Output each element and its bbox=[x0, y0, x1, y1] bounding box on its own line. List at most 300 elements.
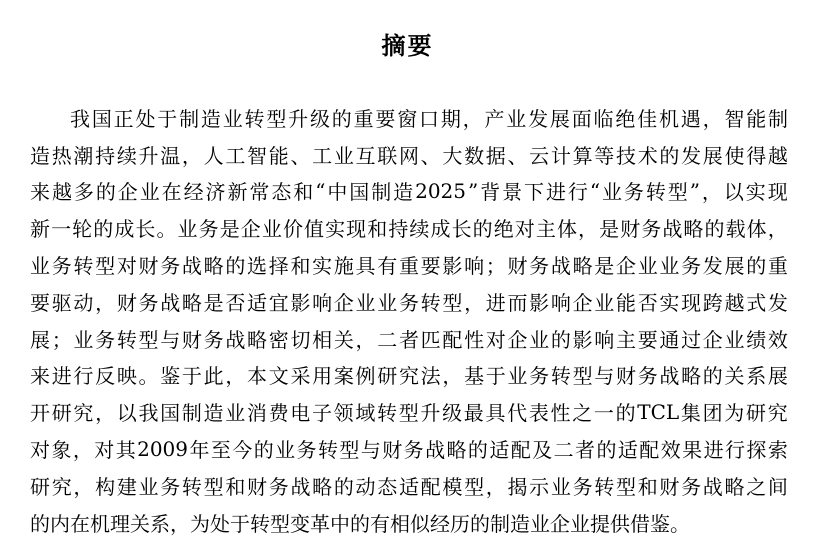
abstract-char: 进 bbox=[51, 364, 72, 389]
abstract-char: 发 bbox=[681, 143, 702, 168]
abstract-char: 现 bbox=[346, 217, 367, 242]
abstract-char: 于 bbox=[485, 364, 506, 389]
abstract-char: 我 bbox=[138, 401, 159, 426]
abstract-char: 业 bbox=[659, 254, 680, 279]
abstract-char: 的 bbox=[225, 254, 246, 279]
abstract-char: 企 bbox=[702, 327, 723, 352]
abstract-char: 越 bbox=[724, 290, 745, 315]
abstract-char: 相 bbox=[390, 511, 410, 536]
abstract-char: 内 bbox=[50, 511, 70, 536]
abstract-char: 和 bbox=[225, 474, 246, 499]
abstract-char: 据 bbox=[485, 143, 506, 168]
abstract-char: 我 bbox=[70, 106, 90, 131]
abstract-char: 而 bbox=[507, 290, 528, 315]
abstract-char: 机 bbox=[90, 511, 110, 536]
abstract-char: 变 bbox=[290, 511, 310, 536]
abstract-char: 一 bbox=[51, 217, 72, 242]
abstract-char: 展 bbox=[30, 327, 50, 352]
abstract-char: ， bbox=[95, 401, 116, 426]
abstract-char: 对 bbox=[514, 217, 535, 242]
abstract-char: 研 bbox=[745, 401, 766, 426]
abstract-char: 转 bbox=[116, 327, 137, 352]
abstract-char: 行 bbox=[73, 364, 94, 389]
abstract-char: 者 bbox=[575, 438, 596, 463]
abstract-char: 鉴 bbox=[650, 511, 670, 536]
abstract-char: 的 bbox=[702, 364, 723, 389]
abstract-char: 行 bbox=[724, 438, 745, 463]
abstract-char: 有 bbox=[377, 254, 398, 279]
abstract-char: 价 bbox=[282, 217, 303, 242]
abstract-char: 遇 bbox=[680, 106, 701, 131]
abstract-char: 表 bbox=[528, 401, 549, 426]
abstract-char: ， bbox=[95, 290, 116, 315]
abstract-char: 配 bbox=[442, 327, 463, 352]
abstract-char: 一 bbox=[593, 401, 614, 426]
abstract-char: 建 bbox=[116, 474, 137, 499]
abstract-char: 业 bbox=[377, 290, 398, 315]
abstract-char: 景 bbox=[502, 180, 523, 205]
abstract-char: ， bbox=[355, 327, 376, 352]
abstract-char: 持 bbox=[95, 143, 116, 168]
abstract-char: 战 bbox=[550, 254, 571, 279]
abstract-char: 升 bbox=[288, 106, 309, 131]
abstract-char: 适 bbox=[617, 438, 638, 463]
abstract-char: 业 bbox=[225, 401, 246, 426]
abstract-char: 得 bbox=[746, 143, 767, 168]
abstract-char: ， bbox=[73, 474, 94, 499]
abstract-char: 务 bbox=[296, 438, 317, 463]
abstract-char: 基 bbox=[464, 364, 485, 389]
abstract-char: 采 bbox=[290, 364, 311, 389]
abstract-char: 相 bbox=[312, 327, 333, 352]
abstract-char: 财 bbox=[116, 290, 137, 315]
abstract-char: 进 bbox=[703, 438, 724, 463]
abstract-char: 之 bbox=[746, 474, 767, 499]
abstract-char: 的 bbox=[550, 327, 571, 352]
abstract-char: 。 bbox=[670, 511, 690, 536]
abstract-char: 务 bbox=[637, 364, 658, 389]
abstract-char: ， bbox=[181, 143, 202, 168]
abstract-char: 窗 bbox=[397, 106, 418, 131]
abstract-char: 的 bbox=[615, 401, 636, 426]
abstract-char: 配 bbox=[420, 474, 441, 499]
abstract-char: 下 bbox=[524, 180, 544, 205]
abstract-char: 的 bbox=[659, 143, 680, 168]
abstract-char: 费 bbox=[268, 401, 289, 426]
abstract-char: 的 bbox=[93, 217, 114, 242]
abstract-char: 越 bbox=[51, 180, 72, 205]
abstract-char: 开 bbox=[30, 401, 50, 426]
abstract-char: 映 bbox=[116, 364, 137, 389]
abstract-char: 成 bbox=[114, 217, 135, 242]
abstract-char: 正 bbox=[113, 106, 134, 131]
abstract-char: 型 bbox=[270, 511, 290, 536]
abstract-char: 研 bbox=[30, 474, 50, 499]
abstract-char: 具 bbox=[355, 254, 376, 279]
abstract-char: 转 bbox=[594, 474, 615, 499]
abstract-char: 绩 bbox=[746, 327, 767, 352]
abstract-char: 二 bbox=[377, 327, 398, 352]
abstract-char: 业 bbox=[30, 254, 50, 279]
abstract-char: 文 bbox=[268, 364, 289, 389]
abstract-char: ” bbox=[689, 178, 700, 203]
abstract-char: 转 bbox=[181, 474, 202, 499]
page-title: 摘要 bbox=[381, 32, 434, 60]
abstract-char: 国 bbox=[160, 401, 181, 426]
abstract-char: ； bbox=[51, 327, 72, 352]
abstract-char: 和 bbox=[637, 474, 658, 499]
abstract-char: ” bbox=[467, 178, 479, 203]
abstract-char: 宜 bbox=[268, 290, 289, 315]
abstract-char: 似 bbox=[410, 511, 430, 536]
abstract-char: 期 bbox=[440, 106, 461, 131]
abstract-char: 智 bbox=[724, 106, 745, 131]
abstract-char: 新 bbox=[227, 180, 248, 205]
abstract-char: 要 bbox=[420, 254, 441, 279]
abstract-char: 否 bbox=[225, 290, 246, 315]
abstract-char: 企 bbox=[615, 254, 636, 279]
abstract-char: 关 bbox=[333, 327, 354, 352]
abstract-char: 造 bbox=[200, 106, 221, 131]
abstract-char: 造 bbox=[30, 143, 50, 168]
abstract-char: 于 bbox=[181, 364, 202, 389]
abstract-char: 中 bbox=[330, 511, 350, 536]
abstract-char: 转 bbox=[317, 438, 338, 463]
abstract-char: 态 bbox=[377, 474, 398, 499]
abstract-char: 的 bbox=[746, 254, 767, 279]
abstract-char: 财 bbox=[138, 254, 159, 279]
abstract-char: 战 bbox=[181, 254, 202, 279]
abstract-char: 国 bbox=[349, 180, 370, 205]
abstract-char: 主 bbox=[615, 327, 636, 352]
abstract-char: 长 bbox=[135, 217, 156, 242]
abstract-char: 性 bbox=[464, 327, 485, 352]
abstract-char: 是 bbox=[594, 254, 615, 279]
abstract-char: 构 bbox=[95, 474, 116, 499]
abstract-char: 和 bbox=[293, 180, 314, 205]
abstract-char: 战 bbox=[662, 217, 683, 242]
abstract-char: ， bbox=[701, 180, 722, 205]
abstract-char: 企 bbox=[117, 180, 138, 205]
abstract-char: 财 bbox=[620, 217, 641, 242]
abstract-char: 领 bbox=[333, 401, 354, 426]
abstract-char: 此 bbox=[203, 364, 224, 389]
abstract-char: 。 bbox=[138, 364, 159, 389]
abstract-char: 型 bbox=[95, 254, 116, 279]
abstract-char: 重 bbox=[353, 106, 374, 131]
abstract-char: 新 bbox=[30, 217, 50, 242]
abstract-char: 今 bbox=[232, 438, 253, 463]
abstract-char: 域 bbox=[355, 401, 376, 426]
abstract-char: 能 bbox=[615, 290, 636, 315]
abstract-char: 业 bbox=[507, 364, 528, 389]
abstract-char: “ bbox=[315, 178, 326, 203]
abstract-char: 业 bbox=[637, 254, 658, 279]
abstract-char: 经 bbox=[183, 180, 204, 205]
abstract-char: 发 bbox=[767, 290, 788, 315]
abstract-char: 业 bbox=[139, 180, 160, 205]
abstract-char: 智 bbox=[247, 143, 268, 168]
abstract-char: 战 bbox=[425, 438, 446, 463]
abstract-line bbox=[30, 246, 788, 283]
abstract-char: 现 bbox=[767, 180, 788, 205]
abstract-char: 型 bbox=[203, 474, 224, 499]
abstract-char: 务 bbox=[403, 438, 424, 463]
abstract-char: ， bbox=[485, 474, 506, 499]
abstract-char: 战 bbox=[290, 474, 311, 499]
abstract-char: “ bbox=[589, 178, 601, 203]
abstract-char: ， bbox=[464, 290, 485, 315]
abstract-char: 略 bbox=[312, 474, 333, 499]
abstract-char: 背 bbox=[480, 180, 501, 205]
abstract-char: ； bbox=[485, 254, 506, 279]
abstract-line bbox=[30, 393, 788, 430]
abstract-char: 财 bbox=[659, 474, 680, 499]
abstract-char: 业 bbox=[601, 180, 622, 205]
abstract-char: 临 bbox=[593, 106, 614, 131]
abstract-char: 财 bbox=[247, 474, 268, 499]
abstract-char: 以 bbox=[116, 401, 137, 426]
abstract-char: 历 bbox=[450, 511, 470, 536]
abstract-char: 升 bbox=[138, 143, 159, 168]
abstract-char: 算 bbox=[572, 143, 593, 168]
abstract-char: 制 bbox=[371, 180, 392, 205]
abstract-char: 业 bbox=[594, 290, 615, 315]
abstract-char: 象 bbox=[51, 438, 72, 463]
abstract-char: 来 bbox=[30, 364, 50, 389]
abstract-char: 实 bbox=[745, 180, 766, 205]
abstract-char: 年 bbox=[189, 438, 210, 463]
abstract-char: 战 bbox=[659, 364, 680, 389]
abstract-char: 是 bbox=[599, 217, 620, 242]
abstract-char: 业 bbox=[222, 106, 243, 131]
abstract-char: 大 bbox=[442, 143, 463, 168]
abstract-char: 电 bbox=[290, 401, 311, 426]
abstract-char: 理 bbox=[110, 511, 130, 536]
abstract-char: ， bbox=[225, 364, 246, 389]
abstract-char: 转 bbox=[550, 364, 571, 389]
abstract-char: 人 bbox=[203, 143, 224, 168]
abstract-char: 潮 bbox=[73, 143, 94, 168]
abstract-char: 研 bbox=[51, 401, 72, 426]
abstract-char: 略 bbox=[181, 290, 202, 315]
abstract-char: 转 bbox=[250, 511, 270, 536]
abstract-char: 业 bbox=[138, 474, 159, 499]
abstract-char: 业 bbox=[550, 474, 571, 499]
abstract-char: 系 bbox=[150, 511, 170, 536]
abstract-char: 的 bbox=[350, 511, 370, 536]
abstract-char: 企 bbox=[507, 327, 528, 352]
abstract-char: 究 bbox=[51, 474, 72, 499]
abstract-char: 来 bbox=[30, 180, 50, 205]
abstract-char: 中 bbox=[327, 180, 348, 205]
abstract-char: 借 bbox=[630, 511, 650, 536]
abstract-char: 研 bbox=[377, 364, 398, 389]
abstract-char: 在 bbox=[161, 180, 182, 205]
abstract-char: 机 bbox=[658, 106, 679, 131]
abstract-char: 的 bbox=[704, 217, 725, 242]
abstract-char: 转 bbox=[244, 106, 265, 131]
abstract-char: 工 bbox=[312, 143, 333, 168]
abstract-char: 的 bbox=[467, 438, 488, 463]
abstract-char: 使 bbox=[724, 143, 745, 168]
abstract-char: 展 bbox=[724, 254, 745, 279]
abstract-char: 略 bbox=[203, 254, 224, 279]
abstract-char: 多 bbox=[73, 180, 94, 205]
abstract-char: 制 bbox=[490, 511, 510, 536]
abstract-char: 续 bbox=[116, 143, 137, 168]
abstract-char: 行 bbox=[567, 180, 588, 205]
abstract-char: 级 bbox=[442, 401, 463, 426]
abstract-char: 制 bbox=[768, 106, 788, 131]
abstract-char: 战 bbox=[225, 327, 246, 352]
abstract-char: 影 bbox=[442, 254, 463, 279]
abstract-char: 制 bbox=[179, 106, 200, 131]
abstract-char: 适 bbox=[247, 290, 268, 315]
abstract-char: 务 bbox=[681, 254, 702, 279]
abstract-char: 鉴 bbox=[160, 364, 181, 389]
abstract-char: 型 bbox=[667, 180, 688, 205]
abstract-char: 现 bbox=[681, 290, 702, 315]
abstract-char: 适 bbox=[398, 474, 419, 499]
abstract-char: 、 bbox=[420, 143, 441, 168]
abstract-char: 在 bbox=[70, 511, 90, 536]
abstract-char: 对 bbox=[30, 438, 50, 463]
abstract-char: 务 bbox=[51, 254, 72, 279]
abstract-char: 的 bbox=[253, 438, 274, 463]
abstract-char: 绝 bbox=[493, 217, 514, 242]
abstract-char: 实 bbox=[659, 290, 680, 315]
abstract-char: 经 bbox=[430, 511, 450, 536]
abstract-char: 业 bbox=[73, 327, 94, 352]
abstract-char: 业 bbox=[333, 143, 354, 168]
abstract-char: 究 bbox=[767, 401, 788, 426]
abstract-char: 二 bbox=[553, 438, 574, 463]
abstract-char: 战 bbox=[160, 290, 181, 315]
abstract-char: 与 bbox=[594, 364, 615, 389]
abstract-char: 务 bbox=[641, 217, 662, 242]
abstract-char: 探 bbox=[746, 438, 767, 463]
abstract-char: 索 bbox=[767, 438, 788, 463]
abstract-char: 企 bbox=[572, 290, 593, 315]
abstract-char: 型 bbox=[398, 401, 419, 426]
abstract-char: 与 bbox=[360, 438, 381, 463]
abstract-char: 财 bbox=[382, 438, 403, 463]
abstract-char: 务 bbox=[623, 180, 644, 205]
abstract-char: 要 bbox=[30, 290, 50, 315]
abstract-char: 型 bbox=[615, 474, 636, 499]
abstract-char: 工 bbox=[225, 143, 246, 168]
abstract-char: 施 bbox=[333, 254, 354, 279]
abstract-char: 务 bbox=[398, 290, 419, 315]
abstract-char: 效 bbox=[660, 438, 681, 463]
abstract-char: 最 bbox=[463, 401, 484, 426]
abstract-char: 为 bbox=[724, 401, 745, 426]
abstract-char: 轮 bbox=[72, 217, 93, 242]
abstract-char: 云 bbox=[529, 143, 550, 168]
abstract-char: 要 bbox=[375, 106, 396, 131]
abstract-char: 产 bbox=[484, 106, 505, 131]
abstract-char: 密 bbox=[268, 327, 289, 352]
abstract-char: 关 bbox=[130, 511, 150, 536]
abstract-char: 型 bbox=[464, 474, 485, 499]
abstract-char: 选 bbox=[247, 254, 268, 279]
abstract-char: 响 bbox=[594, 327, 615, 352]
abstract-char: 主 bbox=[535, 217, 556, 242]
abstract-char: 温 bbox=[160, 143, 181, 168]
abstract-char: 值 bbox=[304, 217, 325, 242]
abstract-char: ， bbox=[442, 364, 463, 389]
abstract-char: 要 bbox=[637, 327, 658, 352]
abstract-char: 集 bbox=[680, 401, 701, 426]
abstract-char: 响 bbox=[464, 254, 485, 279]
abstract-char: 企 bbox=[240, 217, 261, 242]
abstract-char: 面 bbox=[571, 106, 592, 131]
abstract-char: 业 bbox=[177, 217, 198, 242]
abstract-char: 处 bbox=[210, 511, 230, 536]
abstract-char: 务 bbox=[268, 474, 289, 499]
abstract-char: 究 bbox=[398, 364, 419, 389]
abstract-char: 口 bbox=[419, 106, 439, 131]
abstract-char: 响 bbox=[550, 290, 571, 315]
abstract-char: 务 bbox=[160, 474, 181, 499]
abstract-char: 略 bbox=[724, 474, 745, 499]
abstract-char: 的 bbox=[30, 511, 50, 536]
abstract-char: 效 bbox=[767, 327, 788, 352]
abstract-char: 代 bbox=[507, 401, 528, 426]
abstract-char: 团 bbox=[702, 401, 723, 426]
abstract-line bbox=[30, 99, 788, 136]
abstract-char: 的 bbox=[470, 511, 490, 536]
abstract-char: 的 bbox=[472, 217, 493, 242]
abstract-line bbox=[30, 173, 788, 210]
abstract-char: 长 bbox=[451, 217, 472, 242]
abstract-char: 企 bbox=[333, 290, 354, 315]
abstract-char: ， bbox=[462, 106, 483, 131]
abstract-char: 影 bbox=[529, 290, 550, 315]
abstract-char: 务 bbox=[198, 217, 219, 242]
abstract-char: 果 bbox=[682, 438, 703, 463]
abstract-char: 具 bbox=[485, 401, 506, 426]
abstract-char: 务 bbox=[203, 327, 224, 352]
abstract-char: 模 bbox=[442, 474, 463, 499]
abstract-char: ， bbox=[578, 217, 599, 242]
abstract-char: 的 bbox=[333, 474, 354, 499]
abstract-char: 态 bbox=[271, 180, 292, 205]
abstract-char: ， bbox=[702, 106, 723, 131]
abstract-char: 术 bbox=[637, 143, 658, 168]
abstract-char: 企 bbox=[550, 511, 570, 536]
abstract-char: 战 bbox=[702, 474, 723, 499]
abstract-char: 处 bbox=[135, 106, 156, 131]
abstract-char: 联 bbox=[377, 143, 398, 168]
abstract-char: 略 bbox=[683, 217, 704, 242]
abstract-char: 网 bbox=[398, 143, 419, 168]
abstract-char: ， bbox=[767, 217, 788, 242]
abstract-char: 至 bbox=[210, 438, 231, 463]
abstract-char: 通 bbox=[659, 327, 680, 352]
abstract-body bbox=[30, 99, 788, 541]
abstract-char: ， bbox=[72, 438, 93, 463]
abstract-char: 2009 bbox=[137, 436, 189, 461]
abstract-char: 升 bbox=[420, 401, 441, 426]
abstract-char: 究 bbox=[73, 401, 94, 426]
abstract-char: 动 bbox=[355, 474, 376, 499]
abstract-char: 之 bbox=[572, 401, 593, 426]
abstract-char: 数 bbox=[464, 143, 485, 168]
abstract-char: 革 bbox=[310, 511, 330, 536]
abstract-char: 务 bbox=[681, 474, 702, 499]
